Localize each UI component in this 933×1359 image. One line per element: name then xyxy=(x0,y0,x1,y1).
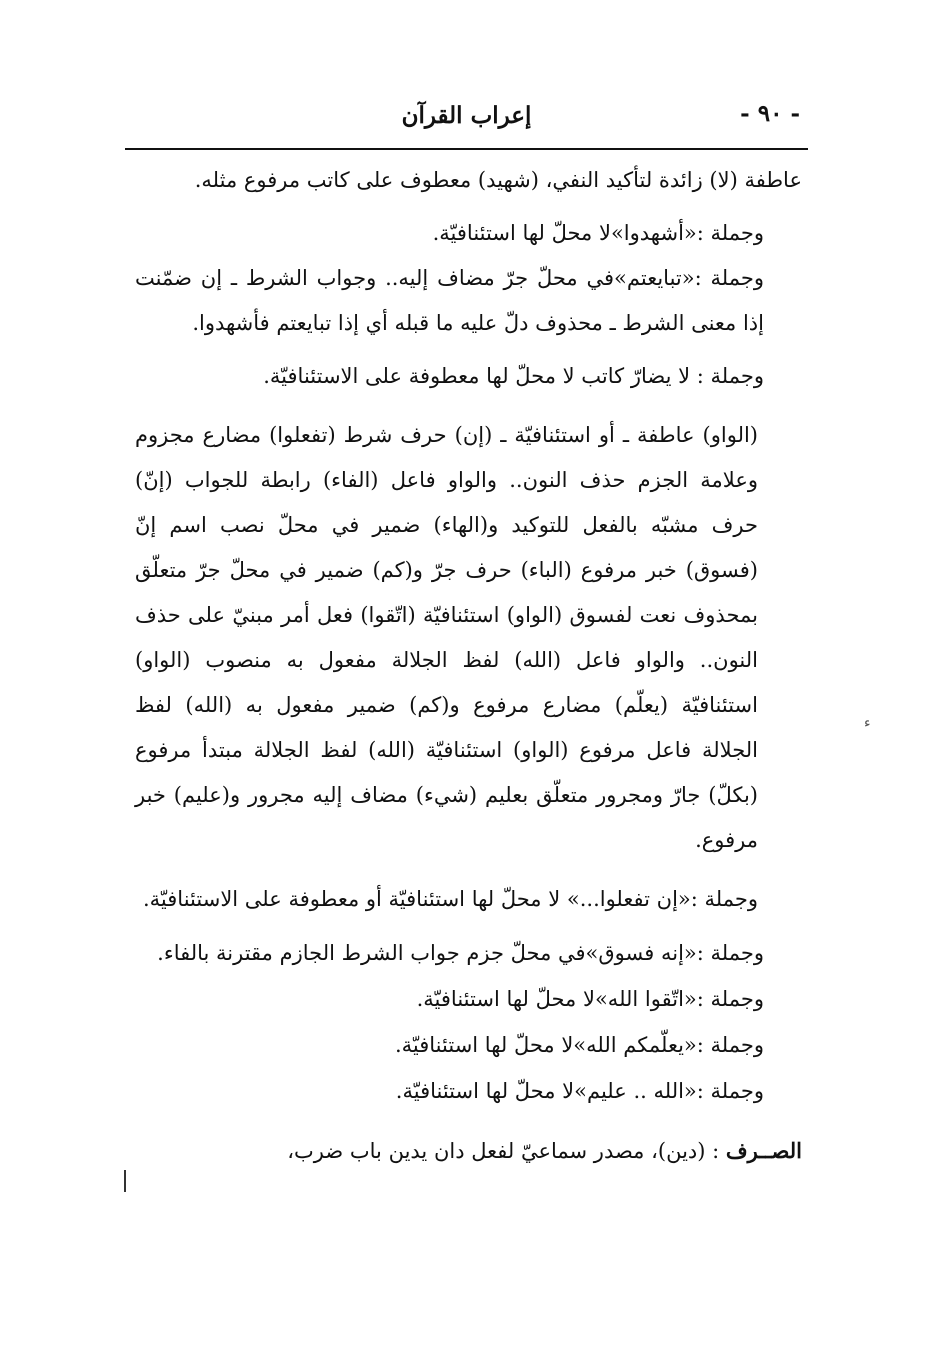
body-text xyxy=(135,158,802,1174)
stray-mark: ء xyxy=(864,715,871,731)
paragraph-6: وجملة :«إن تفعلوا...» لا محلّ لها استئنافيّة أو معطوفة على الاستئنافيّة. xyxy=(143,887,758,911)
page-header xyxy=(125,96,808,146)
header-rule xyxy=(125,148,808,150)
sarf-text: : (دين)، مصدر سماعيّ لفعل دان يدين باب ضرب، xyxy=(287,1139,726,1163)
stray-line xyxy=(124,1170,126,1192)
paragraph-10: وجملة :«الله .. عليم»لا محلّ لها استئنافيّة. xyxy=(395,1079,764,1103)
paragraph-1: عاطفة (لا) زائدة لتأكيد النفي، (شهيد) معطوف على كاتب مرفوع مثله. xyxy=(194,168,802,192)
paragraph-4: وجملة : لا يضارّ كاتب لا محلّ لها معطوفة على الاستئنافيّة. xyxy=(263,364,764,388)
paragraph-8: وجملة :«اتّقوا الله»لا محلّ لها استئنافيّة. xyxy=(416,987,764,1011)
paragraph-7: وجملة :«إنه فسوق»في محلّ جزم جواب الشرط الجازم مقترنة بالفاء. xyxy=(157,941,764,965)
paragraph-3: وجملة :«تبايعتم»في محلّ جرّ مضاف إليه.. وجواب الشرط ـ إن ضمّنت إذا معنى الشرط ـ محذوف دلّ عليه ما قبله أي إذا تبايعتم فأشهدوا. xyxy=(135,266,764,335)
sarf-label: الصــرف xyxy=(725,1138,802,1163)
sarf-paragraph xyxy=(135,1128,802,1174)
paragraph-9: وجملة :«يعلّمكم الله»لا محلّ لها استئنافيّة. xyxy=(394,1033,764,1057)
paragraph-5: (الواو) عاطفة ـ أو استئنافيّة ـ (إن) حرف شرط (تفعلوا) مضارع مجزوم وعلامة الجزم حذف النون.. والواو فاعل (الفاء) رابطة للجواب (إنّ) حرف مشبّه بالفعل للتوكيد و(الهاء) ضمير في محلّ نصب اسم إنّ (فسوق) خبر مرفوع (الباء) حرف جرّ و(كم) ضمير في محلّ جرّ متعلّق بمحذوف نعت لفسوق (الواو) استئنافيّة (اتّقوا) فعل أمر مبنيّ على حذف النون.. والواو فاعل (الله) لفظ الجلالة مفعول به منصوب (الواو) استئنافيّة (يعلّم) مضارع مرفوع و(كم) ضمير مفعول به (الله) لفظ الجلالة فاعل مرفوع (الواو) استئنافيّة (الله) لفظ الجلالة مبتدأ مرفوع (بكلّ) جارّ ومجرور متعلّق بعليم (شيء) مضاف إليه مجرور و(عليم) خبر مرفوع. xyxy=(135,423,758,852)
running-title: إعراب القرآن xyxy=(401,102,532,129)
page-number: - ٩٠ - xyxy=(740,100,800,127)
paragraph-2: وجملة :«أشهدوا»لا محلّ لها استئنافيّة. xyxy=(432,221,764,245)
